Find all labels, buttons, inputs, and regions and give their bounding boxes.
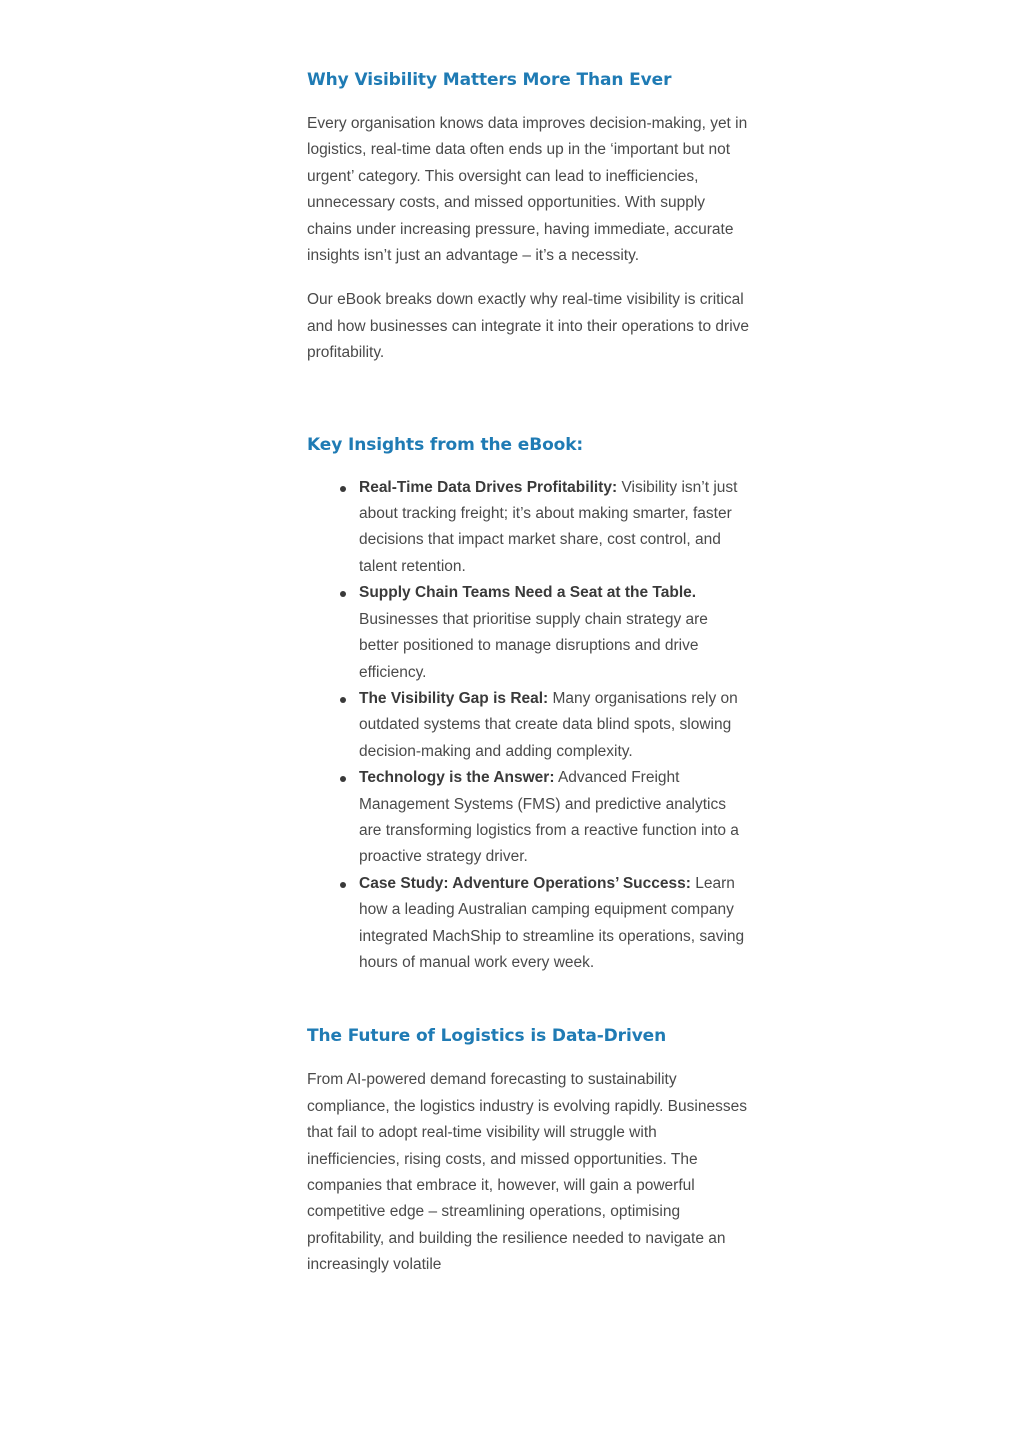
insight-item-technology xyxy=(359,765,749,871)
insight-text: Learn how a leading Australian camping equipment company integrated MachShip to streamline its operations, saving hours of manual work every week. xyxy=(359,874,745,971)
insight-item-case-study xyxy=(359,871,749,977)
bullet-icon xyxy=(340,486,346,492)
insight-item-visibility-gap xyxy=(359,686,749,765)
paragraph-future: From AI-powered demand forecasting to sustainability compliance, the logistics industry is evolving rapidly. Businesses that fail to adopt real-time visibility will struggle with inefficiencies, rising costs, and missed opportunities. The companies that embrace it, however, will gain a powerful competitive edge – streamlining operations, optimising profitability, and building the resilience needed to navigate an increasingly volatile xyxy=(307,1071,747,1274)
insight-item-supply-chain-teams xyxy=(359,580,749,686)
paragraph-why-2: Our eBook breaks down exactly why real-time visibility is critical and how businesses can integrate it into their operations to drive profitability. xyxy=(307,291,750,362)
bullet-icon xyxy=(340,776,346,782)
insights-list xyxy=(307,475,749,977)
insight-lead: Technology is the Answer: xyxy=(359,769,555,787)
bullet-icon xyxy=(340,882,346,888)
section-heading-key-insights: Key Insights from the eBook: xyxy=(307,434,584,455)
insight-text: Businesses that prioritise supply chain strategy are better positioned to manage disruptions and drive efficiency. xyxy=(359,610,708,681)
insight-item-profitability xyxy=(359,475,749,581)
section-heading-future-logistics: The Future of Logistics is Data-Driven xyxy=(307,1026,667,1047)
paragraph-why-1: Every organisation knows data improves decision-making, yet in logistics, real-time data often ends up in the ‘important but not urgent’ category. This oversight can lead to inefficiencies, unnecessary costs, and missed opportunities. With supply chains under increasing pressure, having immediate, accurate insights isn’t just an advantage – it’s a necessity. xyxy=(307,115,748,265)
insight-lead: Supply Chain Teams Need a Seat at the Table. xyxy=(359,584,697,602)
insight-lead: Case Study: Adventure Operations’ Success: xyxy=(359,874,691,892)
insight-text: Advanced Freight Management Systems (FMS) and predictive analytics are transforming logistics from a reactive function into a proactive strategy driver. xyxy=(359,769,739,866)
section-heading-why-visibility: Why Visibility Matters More Than Ever xyxy=(307,70,672,90)
insight-text: Many organisations rely on outdated systems that create data blind spots, slowing decision-making and adding complexity. xyxy=(359,689,738,760)
insight-text: Visibility isn’t just about tracking freight; it’s about making smarter, faster decisions that impact market share, cost control, and talent retention. xyxy=(359,478,738,575)
bullet-icon xyxy=(340,697,346,703)
article-content xyxy=(307,64,749,1279)
insight-lead: The Visibility Gap is Real: xyxy=(359,689,549,707)
bullet-icon xyxy=(340,591,346,597)
insight-lead: Real-Time Data Drives Profitability: xyxy=(359,478,618,496)
